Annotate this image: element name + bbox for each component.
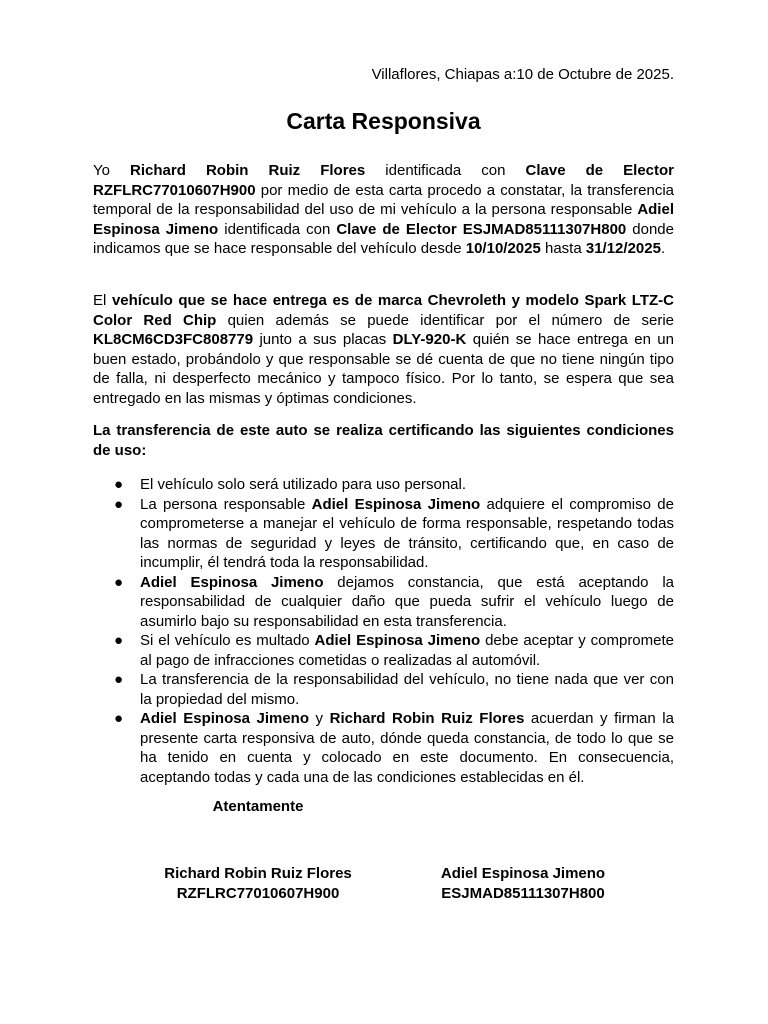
signature-block-owner <box>153 864 363 903</box>
clave-label: Clave de Elector <box>336 220 457 238</box>
text-run: . <box>660 240 666 257</box>
text-run: Yo <box>93 162 131 179</box>
text-run: identificada con <box>218 220 337 238</box>
date-line: Villaflores, Chiapas a:10 de Octubre de 2025. <box>371 66 674 83</box>
responsible-name: Adiel Espinosa Jimeno <box>140 573 324 591</box>
conditions-list <box>93 475 674 787</box>
conditions-heading: La transferencia de este auto se realiza certificando las siguientes condiciones de uso: <box>93 422 674 459</box>
text-run: acuerdan y firman la presente carta responsiva de auto, dónde queda constancia, de todo lo que se ha tenido en cuenta y colocado en este documento. En consecuencia, aceptando todas y cada una de las condiciones establecidas en él. <box>140 710 674 786</box>
text-run: junto a sus placas <box>253 331 393 348</box>
signer-id: RZFLRC77010607H900 <box>176 884 340 902</box>
text-run: donde indicamos que se hace responsable del vehículo desde <box>93 220 674 257</box>
owner-name: Richard Robin Ruiz Flores <box>130 162 366 179</box>
vehicle-paragraph <box>93 291 674 408</box>
bullet-icon: ● <box>114 632 124 649</box>
text-run: quien además se puede identificar por el número de serie <box>216 311 674 329</box>
text-run: adquiere el compromiso de comprometerse a manejar el vehículo de forma responsable, respetando todas las normas de seguridad y leyes de tránsito, certificando que, en caso de incumplir, él tendrá toda la responsabilidad. <box>140 495 674 571</box>
text-run: dejamos constancia, que está aceptando la responsabilidad de cualquier daño que pueda sufrir el vehículo luego de asumirlo bajo su responsabilidad en esta transferencia. <box>140 573 674 630</box>
document-title: Carta Responsiva <box>286 108 481 134</box>
license-plates: DLY-920-K <box>392 331 467 348</box>
responsible-name: Adiel Espinosa Jimeno <box>93 201 674 238</box>
bullet-icon: ● <box>114 476 124 493</box>
text-run: identificada con <box>365 162 526 179</box>
date-to: 31/12/2025 <box>585 240 661 257</box>
owner-name: Richard Robin Ruiz Flores <box>329 710 525 727</box>
bullet-icon: ● <box>114 710 124 727</box>
serial-number: KL8CM6CD3FC808779 <box>93 331 254 348</box>
signer-name: Adiel Espinosa Jimeno <box>440 865 606 882</box>
signer-id: ESJMAD85111307H800 <box>441 884 605 902</box>
responsible-name: Adiel Espinosa Jimeno <box>311 495 481 513</box>
signature-block-responsible <box>423 864 623 903</box>
list-item <box>93 495 674 573</box>
list-item <box>93 631 674 670</box>
bullet-icon: ● <box>114 573 124 591</box>
responsible-name: Adiel Espinosa Jimeno <box>140 710 309 727</box>
responsible-name: Adiel Espinosa Jimeno <box>314 632 481 649</box>
clave-label: Clave de Elector <box>525 162 675 179</box>
text-run: debe aceptar y compromete al pago de infracciones cometidas o realizadas al automóvil. <box>140 632 674 669</box>
date-from: 10/10/2025 <box>465 240 541 257</box>
bullet-icon: ● <box>114 671 124 688</box>
text-run: por medio de esta carta procedo a constatar, la transferencia temporal de la responsabilidad del uso de mi vehículo a la persona responsable <box>93 181 674 218</box>
owner-clave: RZFLRC77010607H900 <box>93 181 256 199</box>
vehicle-description: vehículo que se hace entrega es de marca Chevroleth y modelo Spark LTZ-C Color Red Chip <box>93 292 674 329</box>
text-run: quién se hace entrega en un buen estado, probándolo y que responsable se dé cuenta de que no tiene ningún tipo de falla, ni desperfecto mecánico y tampoco físico. Por lo tanto, se espera que sea entregado en las mismas y óptimas condiciones. <box>93 331 674 407</box>
intro-paragraph <box>93 161 674 259</box>
bullet-icon: ● <box>114 495 124 513</box>
text-run: Si el vehículo es multado <box>140 632 315 649</box>
text-run: La transferencia de la responsabilidad del vehículo, no tiene nada que ver con la propiedad del mismo. <box>140 671 674 708</box>
list-item <box>93 573 674 632</box>
text-run: La persona responsable <box>140 495 312 513</box>
responsible-clave: ESJMAD85111307H800 <box>462 220 627 238</box>
text-run: hasta <box>540 240 586 257</box>
text-run: El vehículo solo será utilizado para uso personal. <box>140 476 467 493</box>
list-item <box>93 670 674 709</box>
list-item <box>93 709 674 787</box>
closing-salutation: Atentamente <box>212 798 304 815</box>
list-item <box>93 475 674 495</box>
text-run: El <box>93 292 112 309</box>
signer-name: Richard Robin Ruiz Flores <box>164 865 352 882</box>
text-run: y <box>309 710 330 727</box>
